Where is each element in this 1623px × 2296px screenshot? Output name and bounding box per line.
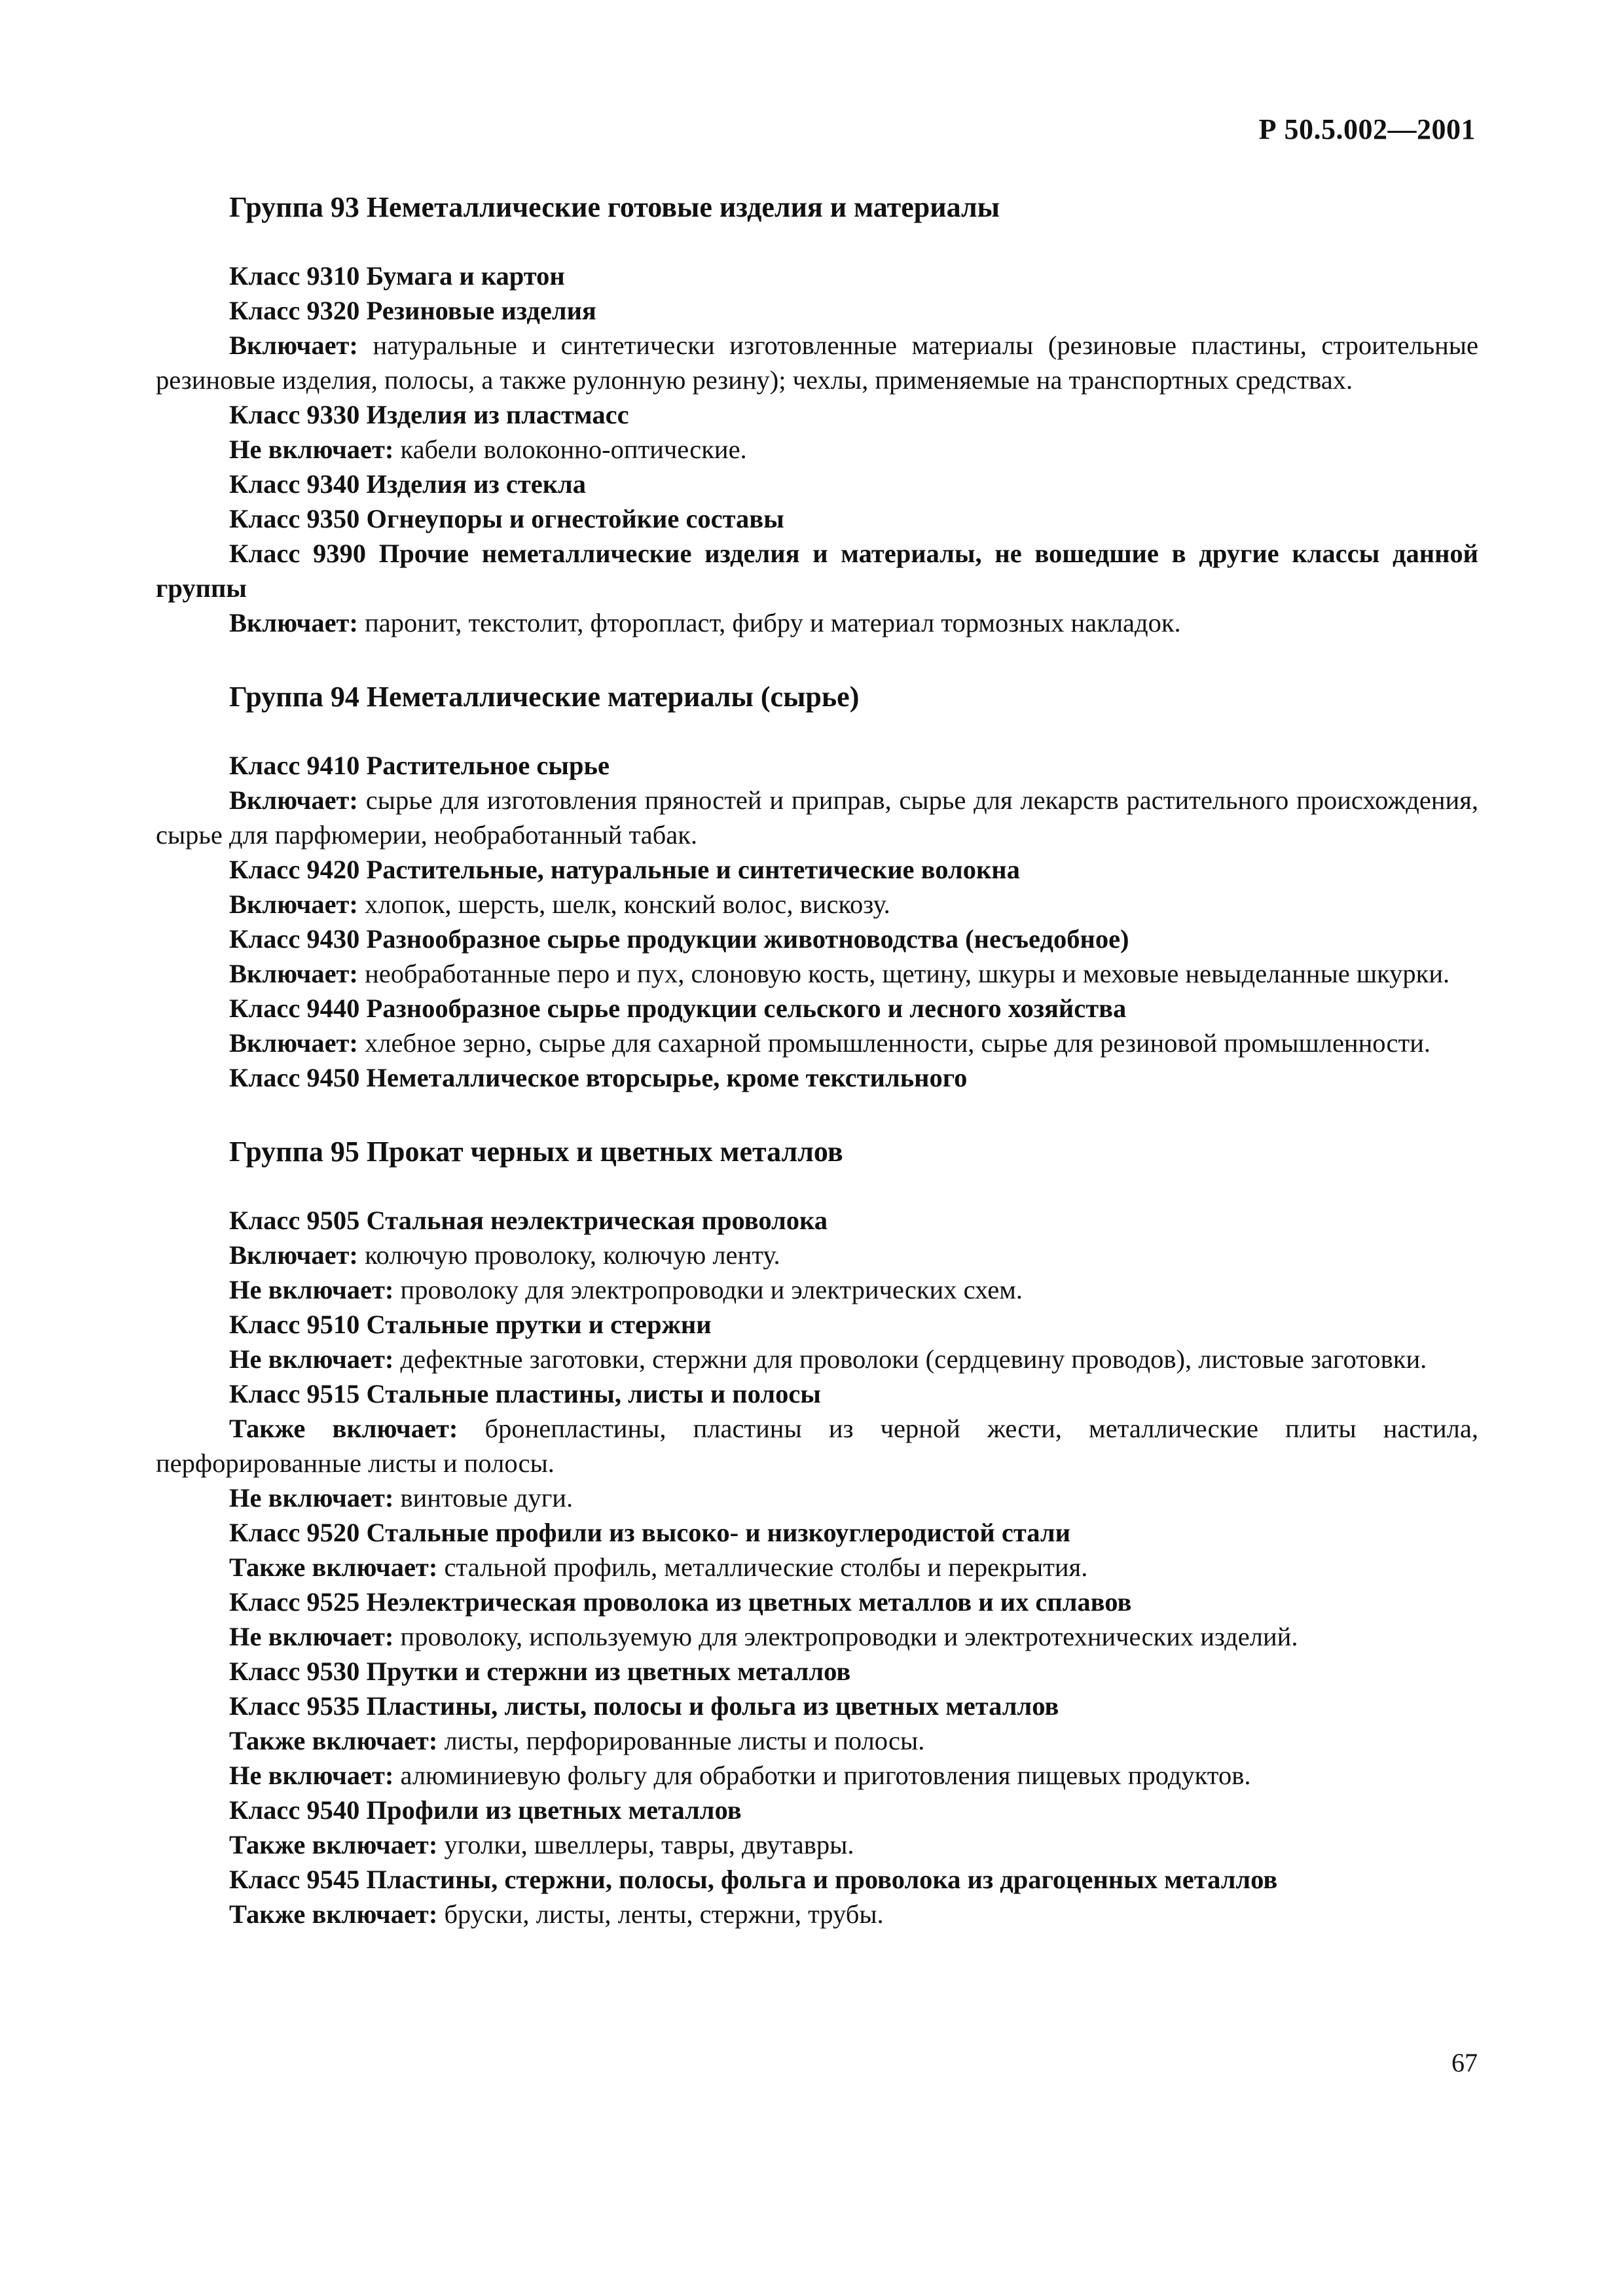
class-heading: Класс 9340 Изделия из стекла bbox=[229, 469, 587, 499]
description-text: бруски, листы, ленты, стержни, трубы. bbox=[437, 1899, 884, 1929]
description-label: Включает: bbox=[229, 331, 358, 360]
class-heading: Класс 9420 Растительные, натуральные и синтетические волокна bbox=[229, 855, 1020, 884]
class-description bbox=[156, 1723, 1478, 1758]
description-text: проволоку, используемую для электропроводки и электротехнических изделий. bbox=[393, 1622, 1298, 1651]
description-text: винтовые дуги. bbox=[393, 1483, 574, 1513]
document-code: Р 50.5.002—2001 bbox=[1258, 113, 1476, 145]
group-title: Группа 93 Неметаллические готовые изделия и материалы bbox=[229, 191, 1000, 223]
description-label: Включает: bbox=[229, 785, 358, 815]
document-body bbox=[156, 190, 1478, 1931]
description-label: Включает: bbox=[229, 1028, 358, 1058]
description-text: кабели волоконно-оптические. bbox=[393, 435, 747, 464]
description-label: Также включает: bbox=[229, 1899, 438, 1929]
description-text: хлебное зерно, сырье для сахарной промышленности, сырье для резиновой промышленности. bbox=[357, 1028, 1431, 1058]
description-label: Включает: bbox=[229, 1240, 358, 1270]
description-label: Не включает: bbox=[229, 435, 394, 464]
description-text: проволоку для электропроводки и электрических схем. bbox=[393, 1275, 1023, 1304]
description-text: натуральные и синтетически изготовленные материалы (резиновые пластины, строительные резиновые изделия, полосы, а также рулонную резину); чехлы, применяемые на транспортных средствах. bbox=[156, 331, 1478, 395]
description-text: листы, перфорированные листы и полосы. bbox=[437, 1726, 925, 1755]
class-description bbox=[156, 887, 1478, 922]
class-heading: Класс 9320 Резиновые изделия bbox=[229, 296, 596, 325]
class-heading: Класс 9515 Стальные пластины, листы и полосы bbox=[229, 1379, 821, 1408]
class-heading: Класс 9530 Прутки и стержни из цветных металлов bbox=[229, 1657, 851, 1686]
class-description bbox=[156, 1480, 1478, 1515]
class-description bbox=[156, 1897, 1478, 1931]
class-heading: Класс 9540 Профили из цветных металлов bbox=[229, 1795, 742, 1825]
class-description bbox=[156, 1550, 1478, 1585]
class-heading: Класс 9410 Растительное сырье bbox=[229, 751, 610, 780]
class-heading: Класс 9505 Стальная неэлектрическая проволока bbox=[229, 1206, 828, 1235]
page-number: 67 bbox=[1451, 2048, 1478, 2077]
description-label: Также включает: bbox=[229, 1414, 458, 1443]
description-label: Также включает: bbox=[229, 1552, 438, 1582]
class-description bbox=[156, 956, 1478, 991]
class-description bbox=[156, 1026, 1478, 1060]
description-text: бронепластины, пластины из черной жести, металлические плиты настила, перфорированные листы и полосы. bbox=[156, 1414, 1478, 1478]
description-text: колючую проволоку, колючую ленту. bbox=[357, 1240, 780, 1270]
description-text: сырье для изготовления пряностей и приправ, сырье для лекарств растительного происхождения, сырье для парфюмерии, необработанный табак. bbox=[156, 785, 1478, 850]
class-description bbox=[156, 432, 1478, 467]
class-heading: Класс 9535 Пластины, листы, полосы и фольга из цветных металлов bbox=[229, 1691, 1059, 1721]
class-heading: Класс 9330 Изделия из пластмасс bbox=[229, 400, 629, 429]
description-text: стальной профиль, металлические столбы и перекрытия. bbox=[437, 1552, 1088, 1582]
description-label: Не включает: bbox=[229, 1344, 394, 1374]
group-title: Группа 94 Неметаллические материалы (сырье) bbox=[229, 681, 860, 713]
description-label: Не включает: bbox=[229, 1622, 394, 1651]
class-description bbox=[156, 1411, 1478, 1480]
class-heading: Класс 9520 Стальные профили из высоко- и низкоуглеродистой стали bbox=[229, 1518, 1070, 1547]
class-heading: Класс 9545 Пластины, стержни, полосы, фольга и проволока из драгоценных металлов bbox=[229, 1865, 1278, 1894]
description-label: Не включает: bbox=[229, 1275, 394, 1304]
description-label: Не включает: bbox=[229, 1483, 394, 1513]
class-heading: Класс 9350 Огнеупоры и огнестойкие составы bbox=[229, 504, 784, 533]
class-heading: Класс 9390 Прочие неметаллические изделия и материалы, не вошедшие в другие классы данной группы bbox=[156, 539, 1478, 603]
description-label: Не включает: bbox=[229, 1761, 394, 1790]
class-description bbox=[156, 1342, 1478, 1376]
class-description bbox=[156, 1272, 1478, 1307]
class-heading: Класс 9510 Стальные прутки и стержни bbox=[229, 1310, 712, 1339]
class-heading: Класс 9525 Неэлектрическая проволока из цветных металлов и их сплавов bbox=[229, 1587, 1132, 1617]
description-text: уголки, швеллеры, тавры, двутавры. bbox=[437, 1830, 854, 1859]
class-heading: Класс 9440 Разнообразное сырье продукции сельского и лесного хозяйства bbox=[229, 994, 1127, 1023]
description-label: Включает: bbox=[229, 608, 358, 637]
description-label: Включает: bbox=[229, 889, 358, 919]
class-description bbox=[156, 1619, 1478, 1654]
class-heading: Класс 9450 Неметаллическое вторсырье, кроме текстильного bbox=[229, 1063, 968, 1092]
class-description bbox=[156, 1238, 1478, 1272]
class-description bbox=[156, 1758, 1478, 1793]
description-text: алюминиевую фольгу для обработки и приготовления пищевых продуктов. bbox=[393, 1761, 1251, 1790]
class-description bbox=[156, 1827, 1478, 1862]
class-heading: Класс 9310 Бумага и картон bbox=[229, 261, 565, 291]
group-title: Группа 95 Прокат черных и цветных металлов bbox=[229, 1136, 843, 1168]
description-text: хлопок, шерсть, шелк, конский волос, вискозу. bbox=[357, 889, 890, 919]
class-description bbox=[156, 328, 1478, 397]
description-text: паронит, текстолит, фторопласт, фибру и материал тормозных накладок. bbox=[357, 608, 1181, 637]
class-description bbox=[156, 783, 1478, 852]
description-text: дефектные заготовки, стержни для проволоки (сердцевину проводов), листовые заготовки. bbox=[393, 1344, 1427, 1374]
description-label: Также включает: bbox=[229, 1830, 438, 1859]
description-label: Также включает: bbox=[229, 1726, 438, 1755]
class-description bbox=[156, 605, 1478, 640]
description-label: Включает: bbox=[229, 959, 358, 988]
class-heading: Класс 9430 Разнообразное сырье продукции животноводства (несъедобное) bbox=[229, 924, 1129, 954]
description-text: необработанные перо и пух, слоновую кость, щетину, шкуры и меховые невыделанные шкурки. bbox=[357, 959, 1450, 988]
